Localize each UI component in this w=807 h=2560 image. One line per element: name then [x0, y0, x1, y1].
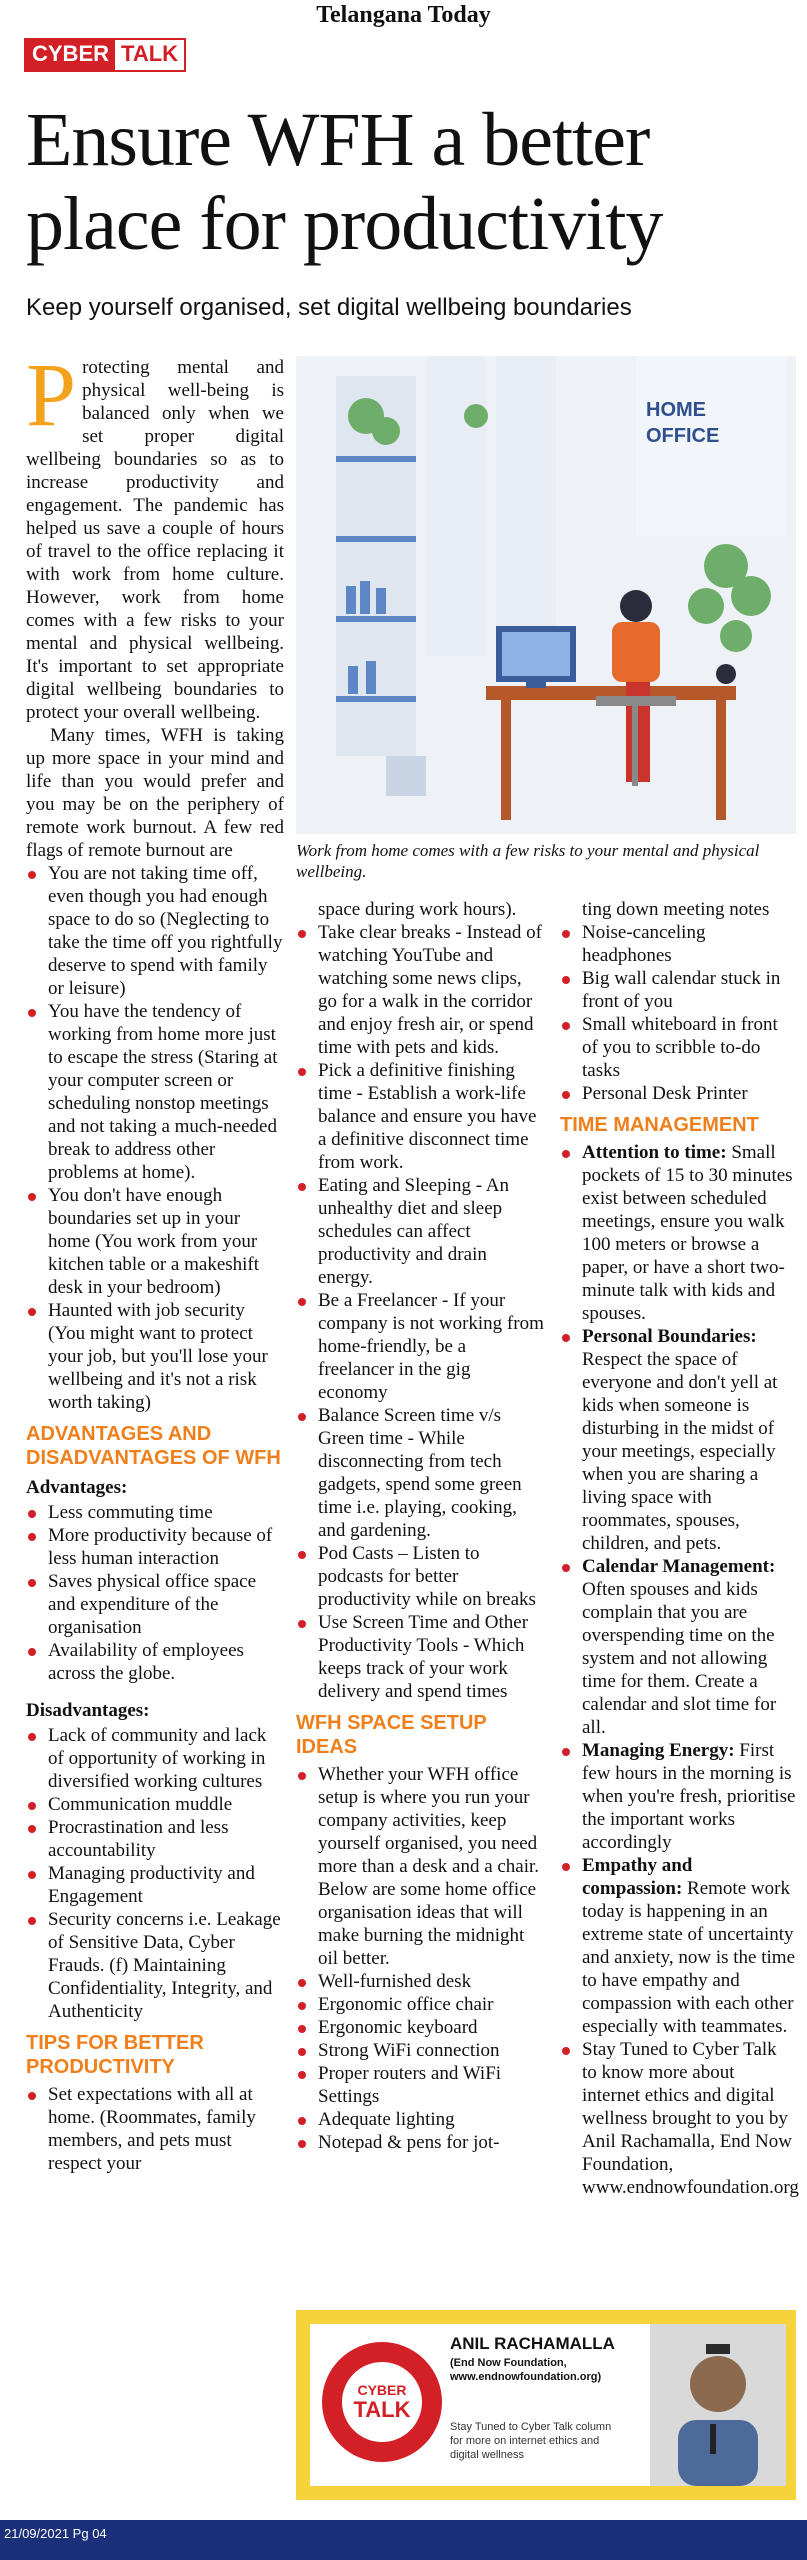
date-line: 21/09/2021 Pg 04 — [4, 2526, 107, 2541]
column-3 — [560, 898, 799, 2199]
list-item-text: You are not taking time off, even though you had enough space to do so (Neglecting to take the time off you rightfully deserve to spend with family or leisure) — [48, 863, 283, 999]
tag-part1: CYBER — [26, 40, 115, 70]
bullet-icon — [28, 1733, 36, 1741]
item-text: Stay Tuned to Cyber Talk to know more about internet ethics and digital wellness brought to you by Anil Rachamalla, End Now Foundation, www.endnowfoundation.org — [582, 2039, 799, 2198]
bullet-icon — [28, 1871, 36, 1879]
bullet-icon — [562, 976, 570, 984]
bullet-icon — [562, 930, 570, 938]
advantages-label: Advantages: — [26, 1477, 128, 1498]
bullet-icon — [298, 2140, 306, 2148]
list-item-text: Adequate lighting — [318, 2109, 455, 2130]
illustration-sign-2: OFFICE — [646, 425, 720, 447]
item-text: First few hours in the morning is when you're fresh, prioritise the important works accordingly — [582, 1740, 796, 1853]
disadvantages-list — [26, 1724, 284, 2023]
list-item — [560, 1141, 796, 1325]
item-text: Often spouses and kids complain that you are overspending time on the system and not allowing time for them. Create a calendar and slot time for all. — [582, 1579, 777, 1738]
list-item-text: More productivity because of less human interaction — [48, 1525, 273, 1569]
list-item-text: Small whiteboard in front of you to scribble to-do tasks — [582, 1014, 778, 1081]
tag-part2: TALK — [121, 41, 179, 66]
list-item-text: Communication muddle — [48, 1794, 233, 1815]
setup-list — [296, 1763, 544, 2154]
home-office-illustration — [296, 356, 796, 834]
bullet-icon — [562, 1091, 570, 1099]
item-title: Empathy and compassion: — [582, 1855, 693, 1899]
list-item-text: Set expectations with all at home. (Roommates, family members, and pets must respect your — [48, 2084, 256, 2174]
time-list — [560, 1141, 799, 2199]
bullet-icon — [298, 2071, 306, 2079]
list-item — [296, 2062, 544, 2108]
bullet-icon — [28, 1648, 36, 1656]
image-caption: Work from home comes with a few risks to your mental and physical wellbeing. — [296, 841, 760, 881]
bullet-icon — [28, 1308, 36, 1316]
list-item — [26, 1862, 284, 1908]
intro-paragraph-1 — [26, 346, 284, 724]
headline: Ensure WFH a better place for productivity — [26, 98, 663, 266]
list-item-text: Noise-canceling headphones — [582, 922, 706, 966]
item-title: Attention to time: — [582, 1142, 727, 1163]
bullet-icon — [28, 1802, 36, 1810]
bullet-icon — [298, 2117, 306, 2125]
list-item — [26, 1184, 284, 1299]
red-flags-list — [26, 862, 284, 1414]
author-name: ANIL RACHAMALLA — [450, 2334, 615, 2353]
logo-inner — [342, 2362, 422, 2442]
list-item-text: Be a Freelancer - If your company is not working from home-friendly, be a freelancer in the gig economy — [318, 1290, 544, 1403]
list-item-text: Procrastination and less accountability — [48, 1817, 229, 1861]
intro-paragraph-2: Many times, WFH is taking up more space in your mind and life than you would prefer and you may be on the periphery of remote work burnout. A few red flags of remote burnout are — [26, 725, 284, 861]
list-item — [26, 862, 284, 1000]
author-org: (End Now Foundation, www.endnowfoundation.org) — [450, 2357, 602, 2383]
promo-inner — [310, 2324, 786, 2486]
list-item — [560, 1013, 796, 1082]
list-item-text: Lack of community and lack of opportunity of working in diversified working cultures — [48, 1725, 267, 1792]
logo-top-text: CYBER — [357, 2382, 407, 2398]
list-item-text: Strong WiFi connection — [318, 2040, 500, 2061]
bullet-icon — [562, 1748, 570, 1756]
list-item — [296, 1970, 544, 1993]
bullet-icon — [28, 1579, 36, 1587]
list-item-text: You don't have enough boundaries set up in your home (You work from your kitchen table or a makeshift desk in your bedroom) — [48, 1185, 260, 1298]
bullet-icon — [298, 2025, 306, 2033]
list-item — [296, 1542, 544, 1611]
intro-text-1: rotecting mental and physical well-being is balanced only when we set proper digital wellbeing boundaries so as to increase productivity and engagement. The pandemic has helped us save a couple of hours of travel to the office replacing it with work from home culture. However, work from home comes with a few risks to your mental and physical wellbeing. It's important to set appropriate digital wellbeing boundaries to protect your overall wellbeing. — [26, 357, 284, 723]
bullet-icon — [562, 1022, 570, 1030]
masthead: Telangana Today — [316, 2, 491, 28]
list-item — [296, 1611, 544, 1703]
list-item — [296, 1059, 544, 1174]
list-item-text: Saves physical office space and expenditure of the organisation — [48, 1571, 257, 1638]
bullet-icon — [28, 2092, 36, 2100]
list-item — [560, 1082, 796, 1105]
bullet-icon — [298, 1298, 306, 1306]
list-item-text: Well-furnished desk — [318, 1971, 472, 1992]
column-2 — [296, 898, 544, 2154]
list-item-text: Pick a definitive finishing time - Establish a work-life balance and ensure you have a definitive disconnect time from work. — [318, 1060, 537, 1173]
list-item-text: Pod Casts – Listen to podcasts for better productivity while on breaks — [318, 1543, 536, 1610]
list-item-text: Big wall calendar stuck in front of you — [582, 968, 781, 1012]
list-item-text: Security concerns i.e. Leakage of Sensitive Data, Cyber Frauds. (f) Maintaining Confidentiality, Integrity, and Authenticity — [48, 1909, 281, 2022]
list-item-text: Haunted with job security (You might want to protect your job, but you'll lose your wellbeing and it's not a risk worth taking) — [48, 1300, 268, 1413]
bullet-icon — [298, 930, 306, 938]
bullet-icon — [28, 1533, 36, 1541]
list-item-text: Personal Desk Printer — [582, 1083, 748, 1104]
bullet-icon — [28, 1193, 36, 1201]
list-item-text: Availability of employees across the globe. — [48, 1640, 244, 1684]
list-item-text: Managing productivity and Engagement — [48, 1863, 255, 1907]
home-office-icon — [296, 356, 796, 834]
list-item — [26, 1816, 284, 1862]
bullet-icon — [298, 2048, 306, 2056]
cyber-talk-tag — [24, 38, 186, 72]
item-text: Remote work today is happening in an extreme state of uncertainty and anxiety, now is the time to have empathy and compassion with each other especially with teammates. — [582, 1878, 795, 2037]
subhead: Keep yourself organised, set digital wellbeing boundaries — [26, 294, 632, 321]
tips-list-col2 — [296, 921, 544, 1703]
item-title: Calendar Management: — [582, 1556, 776, 1577]
list-item-text: Notepad & pens for jot- — [318, 2132, 500, 2153]
dropcap: P — [26, 346, 77, 445]
tips-continued: space during work hours). — [318, 899, 517, 920]
item-title: Managing Energy: — [582, 1740, 735, 1761]
item-text: Respect the space of everyone and don't yell at kids when someone is disturbing in the midst of your meetings, especially when you are sharing a living space with roommates, spouses, children, and pets. — [582, 1349, 778, 1554]
time-heading: TIME MANAGEMENT — [560, 1114, 759, 1136]
bullet-icon — [28, 1510, 36, 1518]
list-item — [296, 2131, 544, 2154]
disadvantages-label: Disadvantages: — [26, 1700, 150, 1721]
bullet-icon — [562, 1863, 570, 1871]
list-item — [26, 1639, 284, 1685]
bullet-icon — [28, 1009, 36, 1017]
list-item — [26, 1724, 284, 1793]
setup-list-2 — [560, 921, 796, 1105]
list-item — [560, 1739, 796, 1854]
bullet-icon — [298, 1551, 306, 1559]
bullet-icon — [298, 1620, 306, 1628]
list-item — [26, 1908, 284, 2023]
list-item-text: You have the tendency of working from home more just to escape the stress (Staring at your computer screen or scheduling nonstop meetings and not taking a much-needed break to address other problems at home). — [48, 1001, 278, 1183]
list-item-text: Take clear breaks - Instead of watching YouTube and watching some news clips, go for a walk in the corridor and enjoy fresh air, or spend time with pets and kids. — [318, 922, 542, 1058]
list-item — [560, 1325, 796, 1555]
list-item — [26, 1570, 284, 1639]
bullet-icon — [298, 1772, 306, 1780]
item-title: Personal Boundaries: — [582, 1326, 757, 1347]
setup-heading: WFH SPACE SETUP IDEAS — [296, 1712, 487, 1758]
list-item — [26, 1524, 284, 1570]
promo-blurb: Stay Tuned to Cyber Talk column for more on internet ethics and digital wellness — [450, 2421, 612, 2461]
bullet-icon — [298, 1068, 306, 1076]
list-item-text: Ergonomic office chair — [318, 1994, 494, 2015]
advantages-list — [26, 1501, 284, 1685]
list-item — [296, 2039, 544, 2062]
author-photo — [650, 2324, 786, 2486]
list-item-text: Less commuting time — [48, 1502, 213, 1523]
list-item — [560, 967, 796, 1013]
list-item — [296, 2016, 544, 2039]
setup-continued: ting down meeting notes — [582, 899, 770, 920]
list-item — [26, 1299, 284, 1414]
list-item-text: Use Screen Time and Other Productivity Tools - Which keeps track of your work delivery and spend times — [318, 1612, 529, 1702]
column-1 — [26, 346, 284, 2175]
cyber-talk-promo — [296, 2310, 796, 2500]
bullet-icon — [28, 1917, 36, 1925]
person-icon — [650, 2324, 786, 2486]
list-item — [560, 2038, 799, 2199]
bullet-icon — [28, 1825, 36, 1833]
list-item — [296, 2108, 544, 2131]
logo-bottom-text: TALK — [353, 2397, 411, 2422]
item-text: Small pockets of 15 to 30 minutes exist between scheduled meetings, ensure you walk 100 meters or browse a paper, or have a short two-minute talk with kids and spouses. — [582, 1142, 793, 1324]
list-item-text: Balance Screen time v/s Green time - While disconnecting from tech gadgets, spend some green time i.e. playing, cooking, and gardening. — [318, 1405, 522, 1541]
list-item — [26, 1793, 284, 1816]
list-item — [560, 1854, 796, 2038]
tips-heading: TIPS FOR BETTER PRODUCTIVITY — [26, 2032, 204, 2078]
list-item — [296, 921, 544, 1059]
tips-list-col1 — [26, 2083, 284, 2175]
list-item-text: Eating and Sleeping - An unhealthy diet and sleep schedules can affect productivity and drain energy. — [318, 1175, 510, 1288]
list-item-text: Whether your WFH office setup is where you run your company activities, keep yourself organised, you need more than a desk and a chair. Below are some home office organisation ideas that will make burning the midnight oil better. — [318, 1764, 540, 1969]
date-bar — [0, 2520, 807, 2560]
list-item — [560, 921, 796, 967]
list-item-text: Proper routers and WiFi Settings — [318, 2063, 502, 2107]
bullet-icon — [298, 1413, 306, 1421]
list-item — [296, 1289, 544, 1404]
list-item — [26, 1000, 284, 1184]
list-item — [296, 1993, 544, 2016]
bullet-icon — [562, 1334, 570, 1342]
bullet-icon — [562, 1150, 570, 1158]
bullet-icon — [562, 2047, 570, 2055]
bullet-icon — [298, 1183, 306, 1191]
list-item-text: Ergonomic keyboard — [318, 2017, 478, 2038]
list-item — [296, 1763, 544, 1970]
bullet-icon — [298, 1979, 306, 1987]
bullet-icon — [298, 2002, 306, 2010]
cyber-talk-logo-icon — [322, 2342, 442, 2462]
list-item — [296, 1404, 544, 1542]
bullet-icon — [562, 1564, 570, 1572]
list-item — [296, 1174, 544, 1289]
advantages-heading: ADVANTAGES AND DISADVANTAGES OF WFH — [26, 1423, 281, 1469]
bullet-icon — [28, 871, 36, 879]
illustration-sign-1: HOME — [646, 399, 706, 421]
list-item — [26, 2083, 284, 2175]
list-item — [26, 1501, 284, 1524]
list-item — [560, 1555, 796, 1739]
